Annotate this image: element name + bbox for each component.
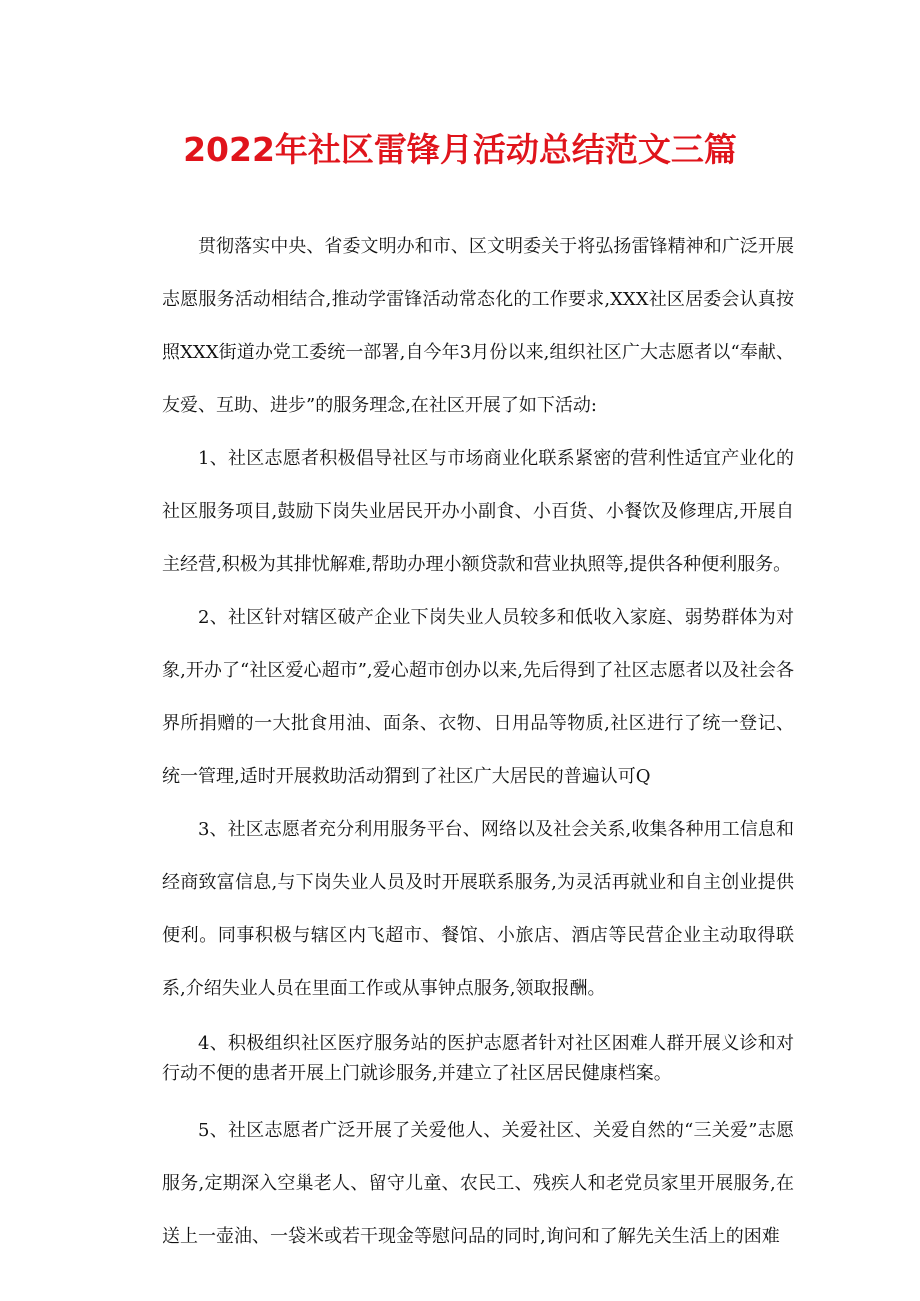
paragraph-item-1: 1、社区志愿者积极倡导社区与市场商业化联系紧密的营利性适宜产业化的社区服务项目,鼓励下岗失业居民开办小副食、小百货、小餐饮及修理店,开展自主经营,积极为其排忧解难,帮助办理小额贷款和营业执照等,提供各种便利服务。	[162, 448, 794, 575]
paragraph-item-5: 5、社区志愿者广泛开展了关爱他人、关爱社区、关爱自然的“三关爱”志愿服务,定期深入空巢老人、留守儿童、农民工、残疾人和老党员家里开展服务,在送上一壶油、一袋米或若干现金等慰问品的同时,询问和了解先关生活上的困难	[162, 1120, 794, 1247]
paragraph-item-4: 4、积极组织社区医疗服务站的医护志愿者针对社区困难人群开展义诊和对行动不便的患者开展上门就诊服务,并建立了社区居民健康档案。	[162, 1033, 794, 1084]
document-title: 2022年社区雷锋月活动总结范文三篇	[183, 130, 737, 169]
paragraph-item-3: 3、社区志愿者充分利用服务平台、网络以及社会关系,收集各种用工信息和经商致富信息,与下岗失业人员及时开展联系服务,为灵活再就业和自主创业提供便利。同事积极与辖区内飞超市、餐馆、小旅店、酒店等民营企业主动取得联系,介绍失业人员在里面工作或从事钟点服务,领取报酬。	[162, 819, 794, 999]
paragraph-intro: 贯彻落实中央、省委文明办和市、区文明委关于将弘扬雷锋精神和广泛开展志愿服务活动相结合,推动学雷锋活动常态化的工作要求,XXX社区居委会认真按照XXX街道办党工委统一部署,自今年3月份以来,组织社区广大志愿者以“奉献、友爱、互助、进步”的服务理念,在社区开展了如下活动:	[162, 236, 794, 416]
paragraph-item-2: 2、社区针对辖区破产企业下岗失业人员较多和低收入家庭、弱势群体为对象,开办了“社区爱心超市”,爱心超市创办以来,先后得到了社区志愿者以及社会各界所捐赠的一大批食用油、面条、衣物、日用品等物质,社区进行了统一登记、统一管理,适时开展救助活动猬到了社区广大居民的普遍认可Q	[162, 607, 794, 787]
document-body	[162, 220, 794, 1263]
